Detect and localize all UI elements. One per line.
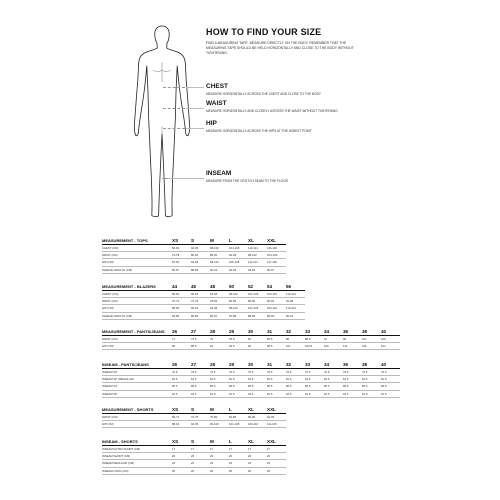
table-cell: 23 <box>210 460 229 467</box>
size-table-blazers <box>102 282 305 320</box>
table-cell: 86-87 <box>210 312 229 319</box>
size-column-header: 46 <box>191 282 210 291</box>
table-cell: 91.5 <box>324 390 343 397</box>
row-label: HIP (CM) <box>102 343 172 350</box>
table-cell: 88.5 <box>305 336 324 343</box>
table-cell: 76-80 <box>210 414 229 421</box>
table-cell: 86-90 <box>248 298 267 305</box>
table-cell: 89-90 <box>267 312 286 319</box>
size-column-header: 40 <box>381 327 400 336</box>
table-row <box>102 336 400 343</box>
table-cell: 94-98 <box>286 298 305 305</box>
size-column-header: 29 <box>229 327 248 336</box>
size-column-header: 56 <box>286 282 305 291</box>
table-cell: 88-89 <box>191 266 210 273</box>
table-cell: 110-114 <box>286 305 305 312</box>
table-cell: 96-100 <box>210 421 229 428</box>
table-header-row <box>102 282 305 291</box>
size-column-header: XL <box>248 437 267 446</box>
table-row <box>102 383 400 390</box>
intro-text: FIND A MEASURING TAPE. MEASURE DIRECTLY ON THE BODY. REMEMBER THAT THE MEASURING TAPE SHOULD BE HELD HORIZONTALLY AND CLOSE TO THE BODY WITHOUT TIGHTENING. <box>206 41 354 55</box>
table-cell: 94-95 <box>248 266 267 273</box>
table-cell: 86.5 <box>305 383 324 390</box>
table-cell: 94-98 <box>210 305 229 312</box>
table-cell: 91.5 <box>286 390 305 397</box>
size-column-header: S <box>191 236 210 245</box>
size-column-header: M <box>210 236 229 245</box>
table-cell: 81.5 <box>381 376 400 383</box>
table-cell: 91.5 <box>191 390 210 397</box>
size-column-header: 31 <box>267 327 286 336</box>
row-label: INSEAM 34" <box>102 383 172 390</box>
table-cell: 81-85 <box>229 414 248 421</box>
table-cell: 81.5 <box>305 376 324 383</box>
table-cell: 104-106 <box>267 252 286 259</box>
row-label: INSEAM 36" <box>102 390 172 397</box>
size-table-tops <box>102 236 286 274</box>
table-cell: 106 <box>381 336 400 343</box>
table-cell: 93.5 <box>229 343 248 350</box>
table-cell: 106 <box>324 343 343 350</box>
body-outline-figure <box>120 22 205 222</box>
table-cell: 80-84 <box>191 252 210 259</box>
table-cell: 74-78 <box>191 298 210 305</box>
table-cell: 76.5 <box>305 369 324 376</box>
row-label: HIP (CM) <box>102 259 172 266</box>
table-cell: 106-110 <box>267 291 286 298</box>
table-row <box>102 252 286 259</box>
size-column-header: XXL <box>267 437 286 446</box>
size-column-header: 26 <box>172 360 191 369</box>
size-table-pants-inseam <box>102 360 400 398</box>
table-cell: 17 <box>229 446 248 453</box>
table-row <box>102 245 286 252</box>
size-column-header: 34 <box>324 360 343 369</box>
table-cell: 72-75 <box>191 414 210 421</box>
size-column-header: 28 <box>210 360 229 369</box>
chest-leader-line <box>186 87 204 88</box>
table-cell: 94-98 <box>210 291 229 298</box>
table-cell: 92-96 <box>229 252 248 259</box>
size-column-header: 26 <box>172 327 191 336</box>
table-cell: 117-118 <box>267 259 286 266</box>
table-row <box>102 259 286 266</box>
row-label: INSEAM LONG (CM) <box>102 467 172 474</box>
row-label: HIP (CM) <box>102 421 172 428</box>
table-cell: 20 <box>229 453 248 460</box>
table-cell: 86-90 <box>172 245 191 252</box>
table-cell: 101 <box>286 343 305 350</box>
table-cell: 86-87 <box>172 266 191 273</box>
table-cell: 70-74 <box>172 298 191 305</box>
table-cell: 101 <box>362 336 381 343</box>
size-column-header: 32 <box>286 327 305 336</box>
size-column-header: L <box>229 437 248 446</box>
size-column-header: 52 <box>248 282 267 291</box>
size-column-header: 40 <box>381 360 400 369</box>
row-label: WAIST (CM) <box>102 414 172 421</box>
table-row <box>102 305 305 312</box>
table-cell: 101-105 <box>229 421 248 428</box>
table-cell: 86.5 <box>343 383 362 390</box>
table-cell: 17 <box>191 446 210 453</box>
table-cell: 98-102 <box>229 291 248 298</box>
table-cell: 76.5 <box>229 369 248 376</box>
table-row <box>102 453 286 460</box>
row-label: WAIST (CM) <box>102 336 172 343</box>
chest-label: CHEST <box>206 83 229 90</box>
table-cell: 86 <box>286 336 305 343</box>
table-cell: 87-88 <box>229 312 248 319</box>
row-label: INSEAM REGULAR (CM) <box>102 460 172 467</box>
table-cell: 106-110 <box>267 305 286 312</box>
table-cell: 20 <box>210 453 229 460</box>
table-cell: 81.5 <box>229 376 248 383</box>
table-cell: 76.5 <box>286 369 305 376</box>
table-row <box>102 446 286 453</box>
table-heading: MEASUREMENT - PANTS/JEANS <box>102 327 172 336</box>
table-cell: 86.5 <box>191 383 210 390</box>
table-cell: 98-102 <box>229 305 248 312</box>
table-cell: 86.5 <box>381 383 400 390</box>
table-cell: 73.5 <box>191 336 210 343</box>
table-cell: 23 <box>172 460 191 467</box>
table-cell: 111-115 <box>267 421 286 428</box>
row-label: INSEAM EXTRA SHORT (CM) <box>102 446 172 453</box>
row-label: HIP (CM) <box>102 305 172 312</box>
waist-label: WAIST <box>206 100 227 107</box>
table-cell: 76.5 <box>191 369 210 376</box>
table-cell: 81.5 <box>362 376 381 383</box>
table-header-row <box>102 405 286 414</box>
table-cell: 81.5 <box>267 376 286 383</box>
table-cell: 78.5 <box>229 336 248 343</box>
size-column-header: 30 <box>248 327 267 336</box>
table-cell: 90-94 <box>191 291 210 298</box>
table-cell: 71 <box>172 336 191 343</box>
row-label: SLEEVE LENGTH (CM) <box>102 266 172 273</box>
table-cell: 81 <box>248 336 267 343</box>
size-column-header: 33 <box>305 360 324 369</box>
size-column-header: 27 <box>191 327 210 336</box>
table-cell: 81.5 <box>286 376 305 383</box>
table-cell: 91-95 <box>267 414 286 421</box>
table-cell: 88.5 <box>191 343 210 350</box>
size-column-header: 32 <box>286 360 305 369</box>
table-cell: 74-78 <box>172 252 191 259</box>
table-cell: 76.5 <box>248 369 267 376</box>
table-row <box>102 467 286 474</box>
size-column-header: 38 <box>362 327 381 336</box>
table-cell: 96 <box>343 336 362 343</box>
table-cell: 91.5 <box>248 390 267 397</box>
table-cell: 104-108 <box>229 245 248 252</box>
table-cell: 90-91 <box>286 312 305 319</box>
table-cell: 105-108 <box>229 259 248 266</box>
table-cell: 116 <box>362 343 381 350</box>
table-cell: 86-90 <box>248 414 267 421</box>
table-cell: 81.5 <box>324 376 343 383</box>
table-cell: 17 <box>267 446 286 453</box>
table-cell: 76.5 <box>324 369 343 376</box>
table-cell: 23 <box>191 460 210 467</box>
hip-description: MEASURE HORIZONTALLY ACROSS THE HIPS AT THE WIDEST POINT <box>206 129 312 133</box>
table-row <box>102 421 286 428</box>
table-cell: 17 <box>210 446 229 453</box>
table-cell: 88-89 <box>248 312 267 319</box>
table-cell: 93-96 <box>191 259 210 266</box>
table-cell: 76.5 <box>267 369 286 376</box>
waist-guide-line <box>163 108 185 109</box>
table-cell: 76.5 <box>210 369 229 376</box>
size-column-header: 50 <box>229 282 248 291</box>
table-cell: 88-91 <box>172 421 191 428</box>
table-heading: MEASUREMENT - SHORTS <box>102 405 172 414</box>
table-heading: INSEAM - SHORTS <box>102 437 172 446</box>
size-column-header: 30 <box>248 360 267 369</box>
size-column-header: XXL <box>267 405 286 414</box>
table-cell: 90-94 <box>267 298 286 305</box>
table-cell: 84-85 <box>172 312 191 319</box>
row-label: CHEST (CM) <box>102 291 172 298</box>
table-row <box>102 376 400 383</box>
table-cell: 91.5 <box>362 390 381 397</box>
table-heading: MEASUREMENT - TOPS <box>102 236 172 245</box>
table-cell: 86.5 <box>362 383 381 390</box>
table-row <box>102 369 400 376</box>
table-cell: 81.5 <box>191 376 210 383</box>
chest-description: MEASURE HORIZONTALLY ACROSS THE CHEST AND CLOSE TO THE BODY <box>206 92 322 96</box>
table-cell: 26 <box>191 467 210 474</box>
size-column-header: 27 <box>191 360 210 369</box>
table-cell: 96-97 <box>267 266 286 273</box>
table-cell: 92-93 <box>229 266 248 273</box>
table-cell: 106-110 <box>248 421 267 428</box>
table-cell: 86.5 <box>210 383 229 390</box>
table-cell: 20 <box>248 453 267 460</box>
row-label: WAIST (CM) <box>102 298 172 305</box>
table-cell: 76 <box>210 336 229 343</box>
size-column-header: L <box>229 236 248 245</box>
table-cell: 91.5 <box>305 390 324 397</box>
table-cell: 86-90 <box>210 252 229 259</box>
table-cell: 91 <box>324 336 343 343</box>
table-row <box>102 460 286 467</box>
table-cell: 98-102 <box>248 252 267 259</box>
size-column-header: M <box>210 437 229 446</box>
row-label: INSEAM 32" (REGULAR) <box>102 376 172 383</box>
table-cell: 68-71 <box>172 414 191 421</box>
table-cell: 91.5 <box>381 390 400 397</box>
size-column-header: S <box>191 405 210 414</box>
table-cell: 78-82 <box>210 298 229 305</box>
size-column-header: 36 <box>343 327 362 336</box>
table-row <box>102 390 400 397</box>
table-cell: 90-94 <box>191 305 210 312</box>
table-cell: 98-102 <box>210 245 229 252</box>
table-row <box>102 266 286 273</box>
hip-label: HIP <box>206 120 217 127</box>
hip-leader-line <box>186 128 204 129</box>
table-cell: 76.5 <box>343 369 362 376</box>
table-cell: 91.5 <box>172 390 191 397</box>
table-cell: 91.5 <box>229 390 248 397</box>
size-column-header: 28 <box>210 327 229 336</box>
table-cell: 91.5 <box>267 390 286 397</box>
table-cell: 85-86 <box>191 312 210 319</box>
table-cell: 96 <box>248 343 267 350</box>
size-column-header: 44 <box>172 282 191 291</box>
table-cell: 86.5 <box>172 383 191 390</box>
table-cell: 98.5 <box>267 343 286 350</box>
table-cell: 26 <box>248 467 267 474</box>
table-cell: 23 <box>229 460 248 467</box>
size-table-pants-waist <box>102 327 400 350</box>
row-label: CHEST (CM) <box>102 245 172 252</box>
table-cell: 90-91 <box>210 266 229 273</box>
size-column-header: 31 <box>267 360 286 369</box>
table-cell: 86-90 <box>172 305 191 312</box>
table-cell: 26 <box>172 467 191 474</box>
row-label: WAIST (CM) <box>102 252 172 259</box>
size-table-shorts <box>102 405 286 428</box>
waist-leader-line <box>186 108 204 109</box>
table-cell: 81.5 <box>248 376 267 383</box>
table-cell: 23 <box>248 460 267 467</box>
table-cell: 92-96 <box>191 245 210 252</box>
table-cell: 102-106 <box>248 305 267 312</box>
table-cell: 86.5 <box>248 383 267 390</box>
table-row <box>102 291 305 298</box>
table-cell: 110-114 <box>248 245 267 252</box>
table-cell: 110-114 <box>286 291 305 298</box>
table-cell: 20 <box>172 453 191 460</box>
table-header-row <box>102 360 400 369</box>
row-label: INSEAM SHORT (CM) <box>102 453 172 460</box>
page-title: HOW TO FIND YOUR SIZE <box>206 27 322 37</box>
table-cell: 26 <box>267 467 286 474</box>
table-heading: INSEAM - PANTS/JEANS <box>102 360 172 369</box>
table-row <box>102 343 400 350</box>
table-cell: 76.5 <box>381 369 400 376</box>
table-row <box>102 298 305 305</box>
table-cell: 86.5 <box>267 383 286 390</box>
table-cell: 17 <box>248 446 267 453</box>
table-cell: 23 <box>267 460 286 467</box>
table-cell: 92-95 <box>191 421 210 428</box>
size-column-header: 29 <box>229 360 248 369</box>
inseam-description: MEASURE FROM THE CROTCH SEAM TO THE FLOOR <box>206 179 288 183</box>
table-cell: 103.5 <box>305 343 324 350</box>
table-header-row <box>102 236 286 245</box>
table-cell: 91 <box>210 343 229 350</box>
size-column-header: XS <box>172 236 191 245</box>
size-column-header: XL <box>248 236 267 245</box>
table-cell: 76.5 <box>172 369 191 376</box>
size-column-header: 48 <box>210 282 229 291</box>
table-cell: 86-90 <box>172 291 191 298</box>
table-row <box>102 414 286 421</box>
size-column-header: 36 <box>343 360 362 369</box>
table-cell: 81.5 <box>172 376 191 383</box>
table-cell: 83.5 <box>267 336 286 343</box>
size-column-header: XS <box>172 405 191 414</box>
row-label: INSEAM 30" <box>102 369 172 376</box>
size-column-header: XL <box>248 405 267 414</box>
table-cell: 91.5 <box>210 390 229 397</box>
size-column-header: 33 <box>305 327 324 336</box>
table-header-row <box>102 437 286 446</box>
size-column-header: 54 <box>267 282 286 291</box>
chest-guide-line <box>163 87 185 88</box>
table-cell: 86 <box>172 343 191 350</box>
table-cell: 111-114 <box>248 259 267 266</box>
table-cell: 91.5 <box>343 390 362 397</box>
table-cell: 82-86 <box>229 298 248 305</box>
table-cell: 20 <box>191 453 210 460</box>
size-column-header: S <box>191 437 210 446</box>
table-row <box>102 312 305 319</box>
table-cell: 76.5 <box>362 369 381 376</box>
table-heading: MEASUREMENT - BLAZERS <box>102 282 172 291</box>
table-cell: 87-90 <box>172 259 191 266</box>
table-cell: 20 <box>267 453 286 460</box>
inseam-leader-line <box>168 178 204 179</box>
table-cell: 81.5 <box>210 376 229 383</box>
table-cell: 86.5 <box>324 383 343 390</box>
table-header-row <box>102 327 400 336</box>
table-cell: 116-118 <box>267 245 286 252</box>
table-cell: 17 <box>172 446 191 453</box>
table-cell: 102-106 <box>248 291 267 298</box>
size-column-header: 34 <box>324 327 343 336</box>
size-column-header: M <box>210 405 229 414</box>
size-column-header: XS <box>172 437 191 446</box>
table-cell: 111 <box>343 343 362 350</box>
table-cell: 26 <box>229 467 248 474</box>
size-table-shorts-inseam <box>102 437 286 475</box>
inseam-label: INSEAM <box>206 170 232 177</box>
size-column-header: XXL <box>267 236 286 245</box>
size-column-header: 38 <box>362 360 381 369</box>
table-cell: 81.5 <box>343 376 362 383</box>
row-label: SLEEVE LENGTH (CM) <box>102 312 172 319</box>
table-cell: 86.5 <box>229 383 248 390</box>
table-cell: 121 <box>381 343 400 350</box>
table-cell: 86.5 <box>286 383 305 390</box>
size-column-header: L <box>229 405 248 414</box>
table-cell: 26 <box>210 467 229 474</box>
waist-description: MEASURE HORIZONTALLY AND CLOSELY ACROSS THE WAIST WITHOUT TIGHTENING <box>206 109 338 113</box>
hip-guide-line <box>163 128 185 129</box>
table-cell: 99-102 <box>210 259 229 266</box>
